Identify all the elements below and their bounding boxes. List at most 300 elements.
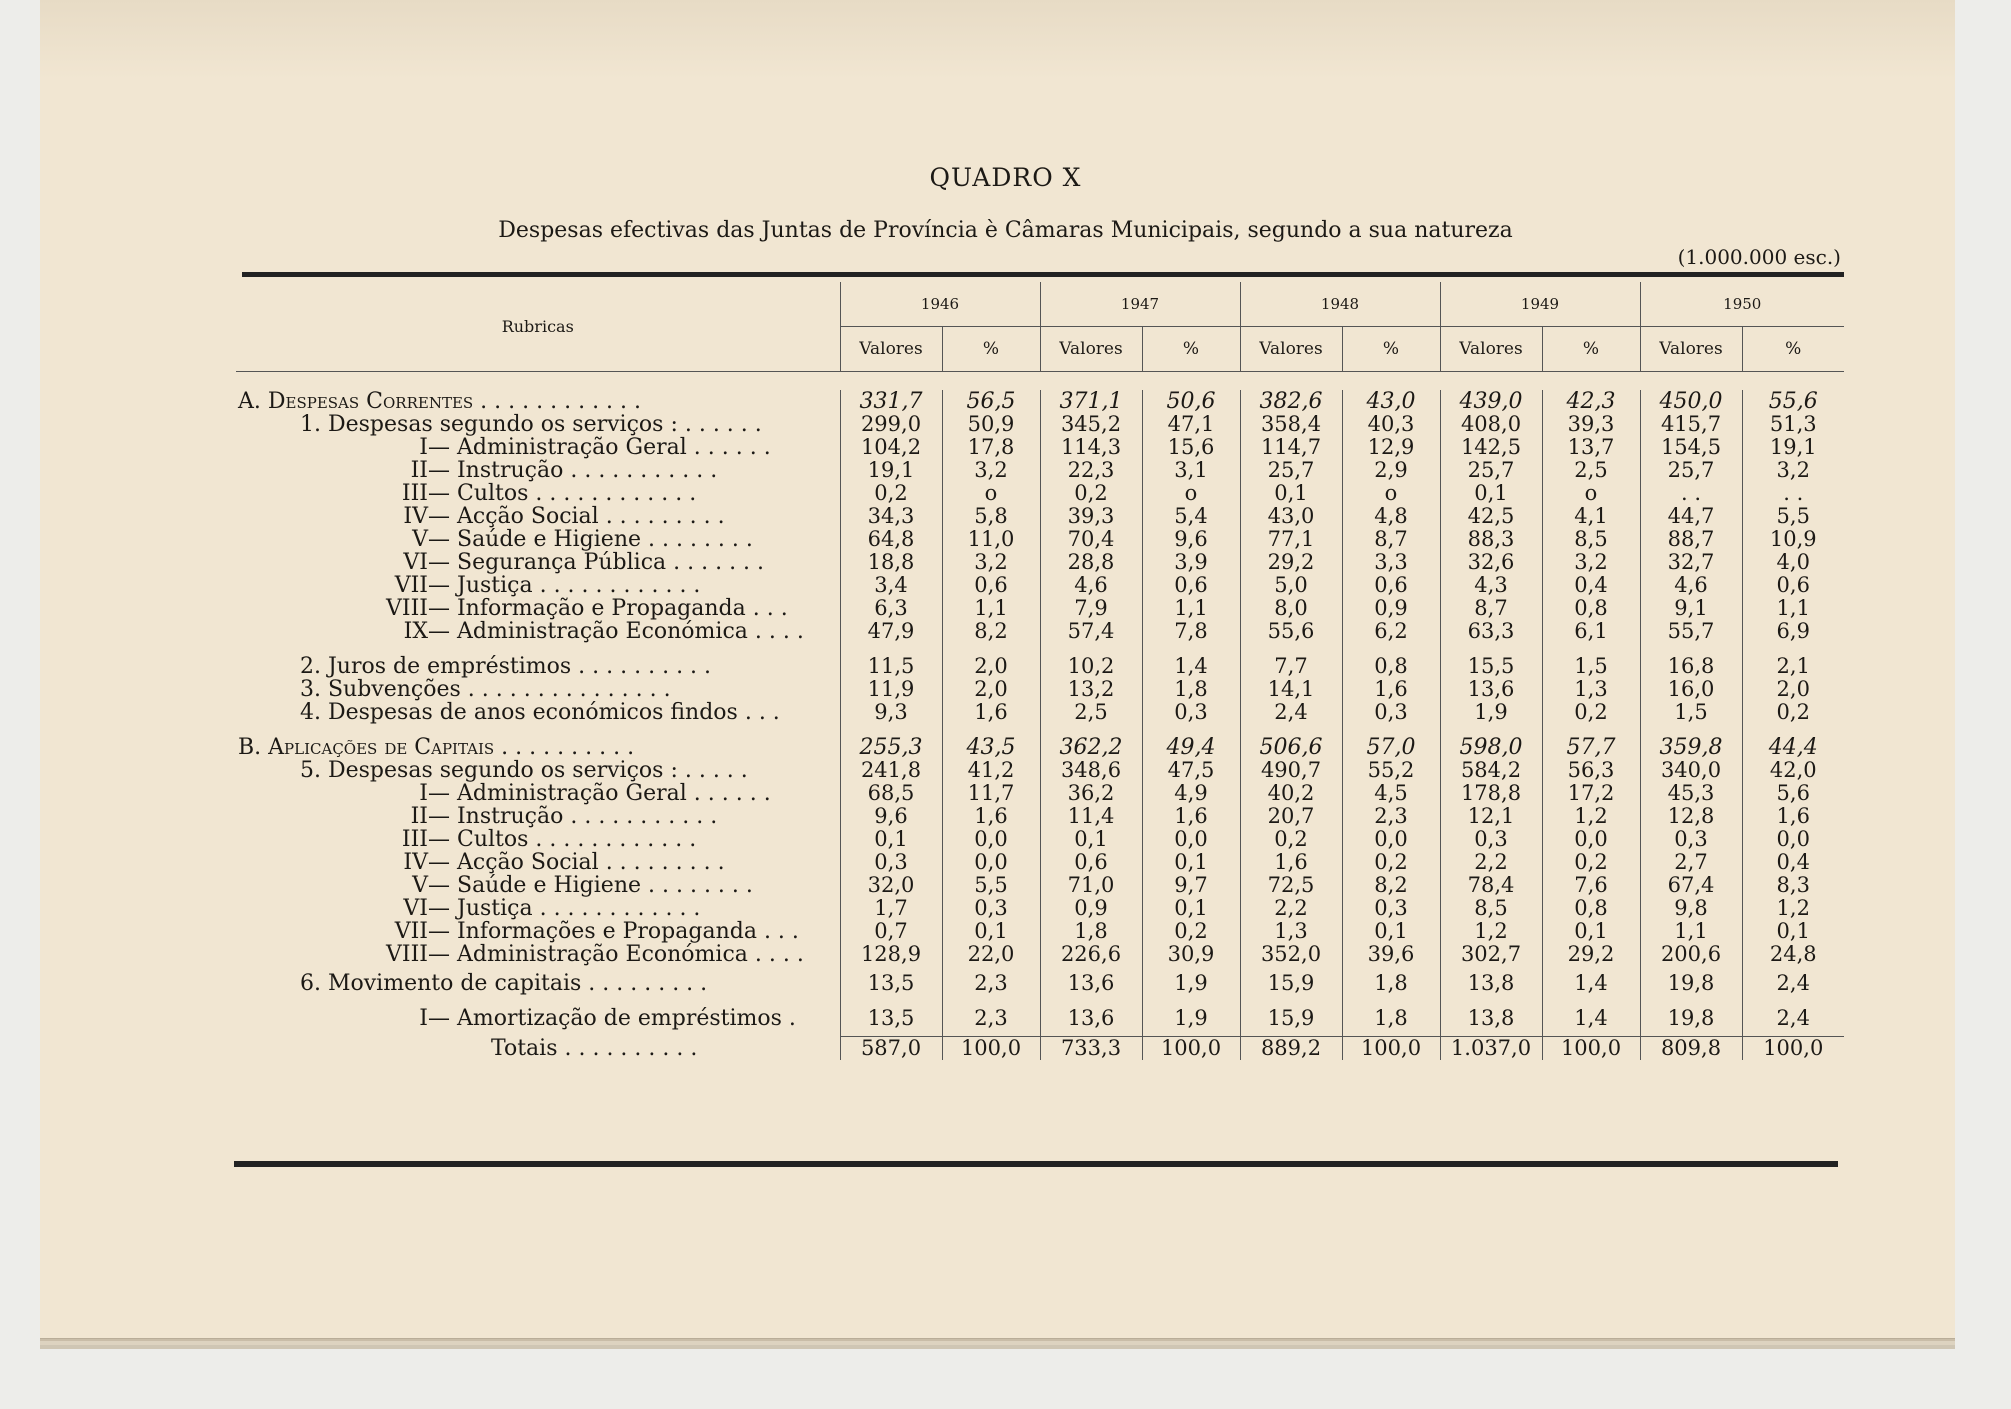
value-cell: 43,0 bbox=[1240, 505, 1342, 528]
row-label bbox=[236, 436, 840, 459]
pct-cell: 6,1 bbox=[1542, 620, 1640, 643]
pct-cell: 6,2 bbox=[1342, 620, 1440, 643]
value-cell: 72,5 bbox=[1240, 874, 1342, 897]
value-cell: 12,1 bbox=[1440, 805, 1542, 828]
value-cell: 39,3 bbox=[1040, 505, 1142, 528]
value-cell: 371,1 bbox=[1040, 390, 1142, 413]
pct-cell: 39,6 bbox=[1342, 943, 1440, 966]
pct-cell: 3,2 bbox=[942, 459, 1040, 482]
row-label-text: — Cultos . . . . . . . . . . . . bbox=[428, 828, 697, 851]
value-cell: 114,3 bbox=[1040, 436, 1142, 459]
pct-cell: 56,3 bbox=[1542, 759, 1640, 782]
roman-numeral: VII bbox=[394, 920, 428, 943]
value-cell: 7,7 bbox=[1240, 655, 1342, 678]
row-label-text: 5. Despesas segundo os serviços : . . . . . bbox=[300, 759, 748, 782]
value-cell: 64,8 bbox=[840, 528, 942, 551]
pct-cell: o bbox=[1142, 482, 1240, 505]
pct-cell: 3,3 bbox=[1342, 551, 1440, 574]
pct-cell: 22,0 bbox=[942, 943, 1040, 966]
pct-cell: 4,1 bbox=[1542, 505, 1640, 528]
pct-header: % bbox=[1542, 327, 1640, 372]
pct-cell: 0,1 bbox=[1142, 897, 1240, 920]
pct-cell: 0,1 bbox=[1342, 920, 1440, 943]
pct-cell: 1,6 bbox=[942, 805, 1040, 828]
table-row bbox=[236, 701, 1844, 724]
row-label-text: Totais . . . . . . . . . . bbox=[491, 1036, 698, 1060]
row-label-text: — Instrução . . . . . . . . . . . bbox=[428, 805, 718, 828]
roman-numeral: VIII bbox=[386, 943, 428, 966]
value-cell: 88,3 bbox=[1440, 528, 1542, 551]
row-label-text: — Instrução . . . . . . . . . . . bbox=[428, 459, 718, 482]
pct-cell: 5,8 bbox=[942, 505, 1040, 528]
row-label-text: 1. Despesas segundo os serviços : . . . . . . bbox=[300, 413, 762, 436]
value-cell: 345,2 bbox=[1040, 413, 1142, 436]
row-label bbox=[236, 701, 840, 724]
row-label-text: — Amortização de empréstimos . bbox=[428, 1006, 796, 1032]
pct-cell: 1,9 bbox=[1142, 966, 1240, 1001]
table-row bbox=[236, 459, 1844, 482]
row-label-text: — Acção Social . . . . . . . . . bbox=[428, 851, 725, 874]
value-cell: 889,2 bbox=[1240, 1037, 1342, 1061]
value-cell: 340,0 bbox=[1640, 759, 1742, 782]
pct-cell: 47,1 bbox=[1142, 413, 1240, 436]
value-cell: 6,3 bbox=[840, 597, 942, 620]
pct-cell: 30,9 bbox=[1142, 943, 1240, 966]
pct-cell: 0,0 bbox=[1342, 828, 1440, 851]
value-cell: 0,1 bbox=[1240, 482, 1342, 505]
pct-cell: 2,1 bbox=[1742, 655, 1844, 678]
row-label bbox=[236, 874, 840, 897]
table-body bbox=[236, 390, 1844, 1060]
value-cell: 19,8 bbox=[1640, 1001, 1742, 1037]
row-label bbox=[236, 459, 840, 482]
year-header-1950: 1950 bbox=[1640, 282, 1844, 327]
value-cell: 36,2 bbox=[1040, 782, 1142, 805]
table-row bbox=[236, 413, 1844, 436]
value-cell: 11,5 bbox=[840, 655, 942, 678]
roman-numeral: II bbox=[410, 459, 428, 482]
pct-cell: 41,2 bbox=[942, 759, 1040, 782]
value-cell: 4,6 bbox=[1040, 574, 1142, 597]
table-row bbox=[236, 782, 1844, 805]
pct-cell: 56,5 bbox=[942, 390, 1040, 413]
pct-cell: 44,4 bbox=[1742, 736, 1844, 759]
value-cell: 55,7 bbox=[1640, 620, 1742, 643]
value-cell: 11,4 bbox=[1040, 805, 1142, 828]
value-cell: 200,6 bbox=[1640, 943, 1742, 966]
row-label bbox=[236, 805, 840, 828]
value-cell: 0,1 bbox=[1040, 828, 1142, 851]
value-cell: . . bbox=[1640, 482, 1742, 505]
value-cell: 2,2 bbox=[1440, 851, 1542, 874]
page-fold-shadow bbox=[40, 0, 1955, 80]
pct-cell: 0,2 bbox=[1542, 851, 1640, 874]
pct-cell: 42,3 bbox=[1542, 390, 1640, 413]
value-cell: 0,2 bbox=[840, 482, 942, 505]
value-cell: 67,4 bbox=[1640, 874, 1742, 897]
pct-cell: 17,2 bbox=[1542, 782, 1640, 805]
pct-header: % bbox=[942, 327, 1040, 372]
row-label bbox=[236, 782, 840, 805]
value-cell: 20,7 bbox=[1240, 805, 1342, 828]
row-label-text: — Justiça . . . . . . . . . . . . bbox=[428, 897, 701, 920]
pct-cell: 9,7 bbox=[1142, 874, 1240, 897]
row-label bbox=[236, 1001, 840, 1037]
row-label bbox=[236, 597, 840, 620]
row-label bbox=[236, 678, 840, 701]
value-cell: 0,3 bbox=[1640, 828, 1742, 851]
value-cell: 9,3 bbox=[840, 701, 942, 724]
pct-cell: 0,0 bbox=[1142, 828, 1240, 851]
value-cell: 15,5 bbox=[1440, 655, 1542, 678]
pct-cell: 17,8 bbox=[942, 436, 1040, 459]
value-cell: 44,7 bbox=[1640, 505, 1742, 528]
pct-cell: 49,4 bbox=[1142, 736, 1240, 759]
pct-cell: 4,8 bbox=[1342, 505, 1440, 528]
rubricas-header: Rubricas bbox=[236, 282, 840, 372]
pct-cell: 1,1 bbox=[942, 597, 1040, 620]
pct-cell: 55,6 bbox=[1742, 390, 1844, 413]
row-label-text: — Informações e Propaganda . . . bbox=[428, 920, 799, 943]
pct-cell: 3,2 bbox=[1742, 459, 1844, 482]
row-label-text: — Saúde e Higiene . . . . . . . . bbox=[428, 874, 753, 897]
roman-numeral: I bbox=[419, 436, 428, 459]
value-cell: 358,4 bbox=[1240, 413, 1342, 436]
value-cell: 0,9 bbox=[1040, 897, 1142, 920]
value-cell: 0,6 bbox=[1040, 851, 1142, 874]
table-subtitle: Despesas efectivas das Juntas de Província è Câmaras Municipais, segundo a sua natureza bbox=[498, 218, 1513, 243]
value-cell: 70,4 bbox=[1040, 528, 1142, 551]
pct-cell: . . bbox=[1742, 482, 1844, 505]
value-cell: 299,0 bbox=[840, 413, 942, 436]
unit-note: (1.000.000 esc.) bbox=[1677, 245, 1841, 269]
roman-numeral: II bbox=[410, 805, 428, 828]
table-row bbox=[236, 1001, 1844, 1037]
row-label bbox=[236, 505, 840, 528]
year-header-row bbox=[236, 282, 1844, 327]
value-cell: 8,5 bbox=[1440, 897, 1542, 920]
valores-header: Valores bbox=[1440, 327, 1542, 372]
value-cell: 8,7 bbox=[1440, 597, 1542, 620]
pct-cell: 0,6 bbox=[1742, 574, 1844, 597]
pct-cell: 8,3 bbox=[1742, 874, 1844, 897]
value-cell: 13,5 bbox=[840, 966, 942, 1001]
year-header-1946: 1946 bbox=[840, 282, 1040, 327]
pct-cell: 2,9 bbox=[1342, 459, 1440, 482]
pct-cell: 42,0 bbox=[1742, 759, 1844, 782]
roman-numeral: V bbox=[412, 874, 428, 897]
pct-cell: 2,3 bbox=[942, 966, 1040, 1001]
value-cell: 1,9 bbox=[1440, 701, 1542, 724]
value-cell: 77,1 bbox=[1240, 528, 1342, 551]
value-cell: 2,5 bbox=[1040, 701, 1142, 724]
pct-cell: 3,2 bbox=[1542, 551, 1640, 574]
pct-cell: 2,4 bbox=[1742, 1001, 1844, 1037]
value-cell: 57,4 bbox=[1040, 620, 1142, 643]
row-label bbox=[236, 966, 840, 1001]
value-cell: 2,7 bbox=[1640, 851, 1742, 874]
value-cell: 9,6 bbox=[840, 805, 942, 828]
row-label bbox=[236, 920, 840, 943]
pct-cell: o bbox=[942, 482, 1040, 505]
row-label-text: — Informação e Propaganda . . . bbox=[428, 597, 788, 620]
pct-cell: 13,7 bbox=[1542, 436, 1640, 459]
value-cell: 226,6 bbox=[1040, 943, 1142, 966]
pct-cell: 0,9 bbox=[1342, 597, 1440, 620]
row-label bbox=[236, 413, 840, 436]
value-cell: 13,6 bbox=[1040, 1001, 1142, 1037]
value-cell: 154,5 bbox=[1640, 436, 1742, 459]
row-label bbox=[236, 759, 840, 782]
pct-cell: 7,8 bbox=[1142, 620, 1240, 643]
value-cell: 1,5 bbox=[1640, 701, 1742, 724]
value-cell: 0,7 bbox=[840, 920, 942, 943]
bottom-rule bbox=[234, 1161, 1838, 1167]
row-label-text: — Administração Geral . . . . . . bbox=[428, 436, 771, 459]
roman-numeral: VI bbox=[403, 551, 428, 574]
row-label bbox=[236, 1037, 840, 1061]
pct-cell: 1,8 bbox=[1342, 1001, 1440, 1037]
pct-cell: 0,2 bbox=[1542, 701, 1640, 724]
table-row bbox=[236, 597, 1844, 620]
pct-cell: 4,9 bbox=[1142, 782, 1240, 805]
row-label-text: — Administração Económica . . . . bbox=[428, 620, 804, 643]
pct-cell: 100,0 bbox=[1542, 1037, 1640, 1061]
value-cell: 19,8 bbox=[1640, 966, 1742, 1001]
row-label bbox=[236, 897, 840, 920]
value-cell: 63,3 bbox=[1440, 620, 1542, 643]
pct-cell: 1,2 bbox=[1742, 897, 1844, 920]
value-cell: 1,3 bbox=[1240, 920, 1342, 943]
value-cell: 1.037,0 bbox=[1440, 1037, 1542, 1061]
expenses-table bbox=[236, 282, 1844, 1060]
value-cell: 4,6 bbox=[1640, 574, 1742, 597]
pct-cell: 8,2 bbox=[1342, 874, 1440, 897]
roman-numeral: IX bbox=[403, 620, 428, 643]
row-label bbox=[236, 551, 840, 574]
value-cell: 40,2 bbox=[1240, 782, 1342, 805]
table-row bbox=[236, 966, 1844, 1001]
value-cell: 241,8 bbox=[840, 759, 942, 782]
pct-cell: 0,1 bbox=[942, 920, 1040, 943]
value-cell: 0,3 bbox=[1440, 828, 1542, 851]
pct-cell: 0,1 bbox=[1542, 920, 1640, 943]
pct-header: % bbox=[1142, 327, 1240, 372]
section-row bbox=[236, 390, 1844, 413]
pct-cell: 50,6 bbox=[1142, 390, 1240, 413]
value-cell: 128,9 bbox=[840, 943, 942, 966]
table-row bbox=[236, 805, 1844, 828]
roman-numeral: VI bbox=[403, 897, 428, 920]
value-cell: 13,6 bbox=[1040, 966, 1142, 1001]
value-cell: 13,2 bbox=[1040, 678, 1142, 701]
value-cell: 302,7 bbox=[1440, 943, 1542, 966]
pct-cell: 0,4 bbox=[1542, 574, 1640, 597]
value-cell: 142,5 bbox=[1440, 436, 1542, 459]
pct-cell: 51,3 bbox=[1742, 413, 1844, 436]
pct-cell: 8,7 bbox=[1342, 528, 1440, 551]
value-cell: 68,5 bbox=[840, 782, 942, 805]
value-cell: 25,7 bbox=[1440, 459, 1542, 482]
row-label-text: 2. Juros de empréstimos . . . . . . . . . . bbox=[300, 655, 712, 678]
year-header-1948: 1948 bbox=[1240, 282, 1440, 327]
pct-cell: 0,0 bbox=[942, 851, 1040, 874]
pct-cell: 1,3 bbox=[1542, 678, 1640, 701]
pct-cell: 57,7 bbox=[1542, 736, 1640, 759]
row-label bbox=[236, 574, 840, 597]
pct-cell: 0,2 bbox=[1142, 920, 1240, 943]
roman-numeral: III bbox=[401, 482, 428, 505]
pct-cell: 5,6 bbox=[1742, 782, 1844, 805]
value-cell: 0,2 bbox=[1240, 828, 1342, 851]
row-label-text: — Acção Social . . . . . . . . . bbox=[428, 505, 725, 528]
value-cell: 16,8 bbox=[1640, 655, 1742, 678]
value-cell: 42,5 bbox=[1440, 505, 1542, 528]
value-cell: 34,3 bbox=[840, 505, 942, 528]
value-cell: 733,3 bbox=[1040, 1037, 1142, 1061]
pct-cell: 4,0 bbox=[1742, 551, 1844, 574]
row-label-text: — Administração Económica . . . . bbox=[428, 943, 804, 966]
pct-cell: 1,6 bbox=[1742, 805, 1844, 828]
value-cell: 490,7 bbox=[1240, 759, 1342, 782]
table-row bbox=[236, 655, 1844, 678]
table-row bbox=[236, 505, 1844, 528]
value-cell: 587,0 bbox=[840, 1037, 942, 1061]
pct-cell: 3,2 bbox=[942, 551, 1040, 574]
pct-cell: 3,9 bbox=[1142, 551, 1240, 574]
value-cell: 5,0 bbox=[1240, 574, 1342, 597]
pct-cell: 40,3 bbox=[1342, 413, 1440, 436]
pct-cell: 7,6 bbox=[1542, 874, 1640, 897]
value-cell: 0,3 bbox=[840, 851, 942, 874]
pct-cell: 1,6 bbox=[942, 701, 1040, 724]
table-row bbox=[236, 678, 1844, 701]
row-label bbox=[236, 943, 840, 966]
row-label bbox=[236, 655, 840, 678]
value-cell: 28,8 bbox=[1040, 551, 1142, 574]
pct-cell: 1,1 bbox=[1742, 597, 1844, 620]
row-label bbox=[236, 736, 840, 759]
pct-cell: 0,2 bbox=[1742, 701, 1844, 724]
table-row bbox=[236, 828, 1844, 851]
pct-cell: 57,0 bbox=[1342, 736, 1440, 759]
value-cell: 13,8 bbox=[1440, 966, 1542, 1001]
row-label-text: — Saúde e Higiene . . . . . . . . bbox=[428, 528, 753, 551]
value-cell: 359,8 bbox=[1640, 736, 1742, 759]
value-cell: 1,7 bbox=[840, 897, 942, 920]
pct-cell: 11,7 bbox=[942, 782, 1040, 805]
value-cell: 4,3 bbox=[1440, 574, 1542, 597]
pct-cell: 100,0 bbox=[1142, 1037, 1240, 1061]
pct-cell: 8,5 bbox=[1542, 528, 1640, 551]
pct-cell: 15,6 bbox=[1142, 436, 1240, 459]
roman-numeral: IV bbox=[403, 851, 428, 874]
pct-cell: 43,5 bbox=[942, 736, 1040, 759]
value-cell: 29,2 bbox=[1240, 551, 1342, 574]
roman-numeral: III bbox=[401, 828, 428, 851]
value-cell: 3,4 bbox=[840, 574, 942, 597]
pct-cell: 1,8 bbox=[1342, 966, 1440, 1001]
pct-cell: o bbox=[1542, 482, 1640, 505]
pct-cell: 100,0 bbox=[1342, 1037, 1440, 1061]
year-header-1949: 1949 bbox=[1440, 282, 1640, 327]
row-label bbox=[236, 851, 840, 874]
table-row bbox=[236, 551, 1844, 574]
table-row bbox=[236, 874, 1844, 897]
pct-cell: 1,5 bbox=[1542, 655, 1640, 678]
pct-cell: 4,5 bbox=[1342, 782, 1440, 805]
pct-cell: 0,3 bbox=[1342, 701, 1440, 724]
row-label bbox=[236, 620, 840, 643]
pct-cell: 3,1 bbox=[1142, 459, 1240, 482]
value-cell: 32,7 bbox=[1640, 551, 1742, 574]
pct-cell: 1,8 bbox=[1142, 678, 1240, 701]
table-row bbox=[236, 482, 1844, 505]
row-label bbox=[236, 828, 840, 851]
value-cell: 9,8 bbox=[1640, 897, 1742, 920]
value-cell: 331,7 bbox=[840, 390, 942, 413]
value-cell: 22,3 bbox=[1040, 459, 1142, 482]
value-cell: 88,7 bbox=[1640, 528, 1742, 551]
table-row bbox=[236, 759, 1844, 782]
pct-cell: 2,5 bbox=[1542, 459, 1640, 482]
pct-cell: 0,0 bbox=[1742, 828, 1844, 851]
row-label bbox=[236, 528, 840, 551]
pct-cell: 10,9 bbox=[1742, 528, 1844, 551]
table-row bbox=[236, 574, 1844, 597]
value-cell: 12,8 bbox=[1640, 805, 1742, 828]
pct-cell: 1,4 bbox=[1542, 966, 1640, 1001]
pct-cell: 1,4 bbox=[1142, 655, 1240, 678]
pct-cell: 2,3 bbox=[942, 1001, 1040, 1037]
row-label-text: 4. Despesas de anos económicos findos . . . bbox=[300, 701, 780, 724]
pct-cell: 0,1 bbox=[1142, 851, 1240, 874]
roman-numeral: IV bbox=[403, 505, 428, 528]
table-row bbox=[236, 528, 1844, 551]
pct-cell: 2,0 bbox=[942, 655, 1040, 678]
pct-cell: 2,3 bbox=[1342, 805, 1440, 828]
value-cell: 32,0 bbox=[840, 874, 942, 897]
value-cell: 809,8 bbox=[1640, 1037, 1742, 1061]
pct-cell: 100,0 bbox=[1742, 1037, 1844, 1061]
value-cell: 1,2 bbox=[1440, 920, 1542, 943]
pct-cell: 0,3 bbox=[942, 897, 1040, 920]
pct-cell: 55,2 bbox=[1342, 759, 1440, 782]
row-label-text: B. Aplicações de Capitais . . . . . . . . . . bbox=[238, 736, 635, 759]
value-cell: 16,0 bbox=[1640, 678, 1742, 701]
pct-cell: 1,4 bbox=[1542, 1001, 1640, 1037]
value-cell: 0,2 bbox=[1040, 482, 1142, 505]
pct-cell: 8,2 bbox=[942, 620, 1040, 643]
pct-cell: 0,8 bbox=[1542, 597, 1640, 620]
row-label-text: A. Despesas Correntes . . . . . . . . . . . . bbox=[238, 390, 642, 413]
row-label-text: 6. Movimento de capitais . . . . . . . . . bbox=[300, 971, 708, 996]
row-label-text: — Cultos . . . . . . . . . . . . bbox=[428, 482, 697, 505]
value-cell: 1,8 bbox=[1040, 920, 1142, 943]
pct-cell: 1,6 bbox=[1142, 805, 1240, 828]
valores-header: Valores bbox=[1640, 327, 1742, 372]
row-label-text: 3. Subvenções . . . . . . . . . . . . . . . bbox=[300, 678, 671, 701]
pct-cell: 0,4 bbox=[1742, 851, 1844, 874]
roman-numeral: VIII bbox=[386, 597, 428, 620]
value-cell: 25,7 bbox=[1240, 459, 1342, 482]
pct-cell: 1,6 bbox=[1342, 678, 1440, 701]
pct-cell: 0,6 bbox=[942, 574, 1040, 597]
pct-cell: 5,4 bbox=[1142, 505, 1240, 528]
value-cell: 348,6 bbox=[1040, 759, 1142, 782]
row-label-text: — Segurança Pública . . . . . . . bbox=[428, 551, 765, 574]
table-row bbox=[236, 620, 1844, 643]
